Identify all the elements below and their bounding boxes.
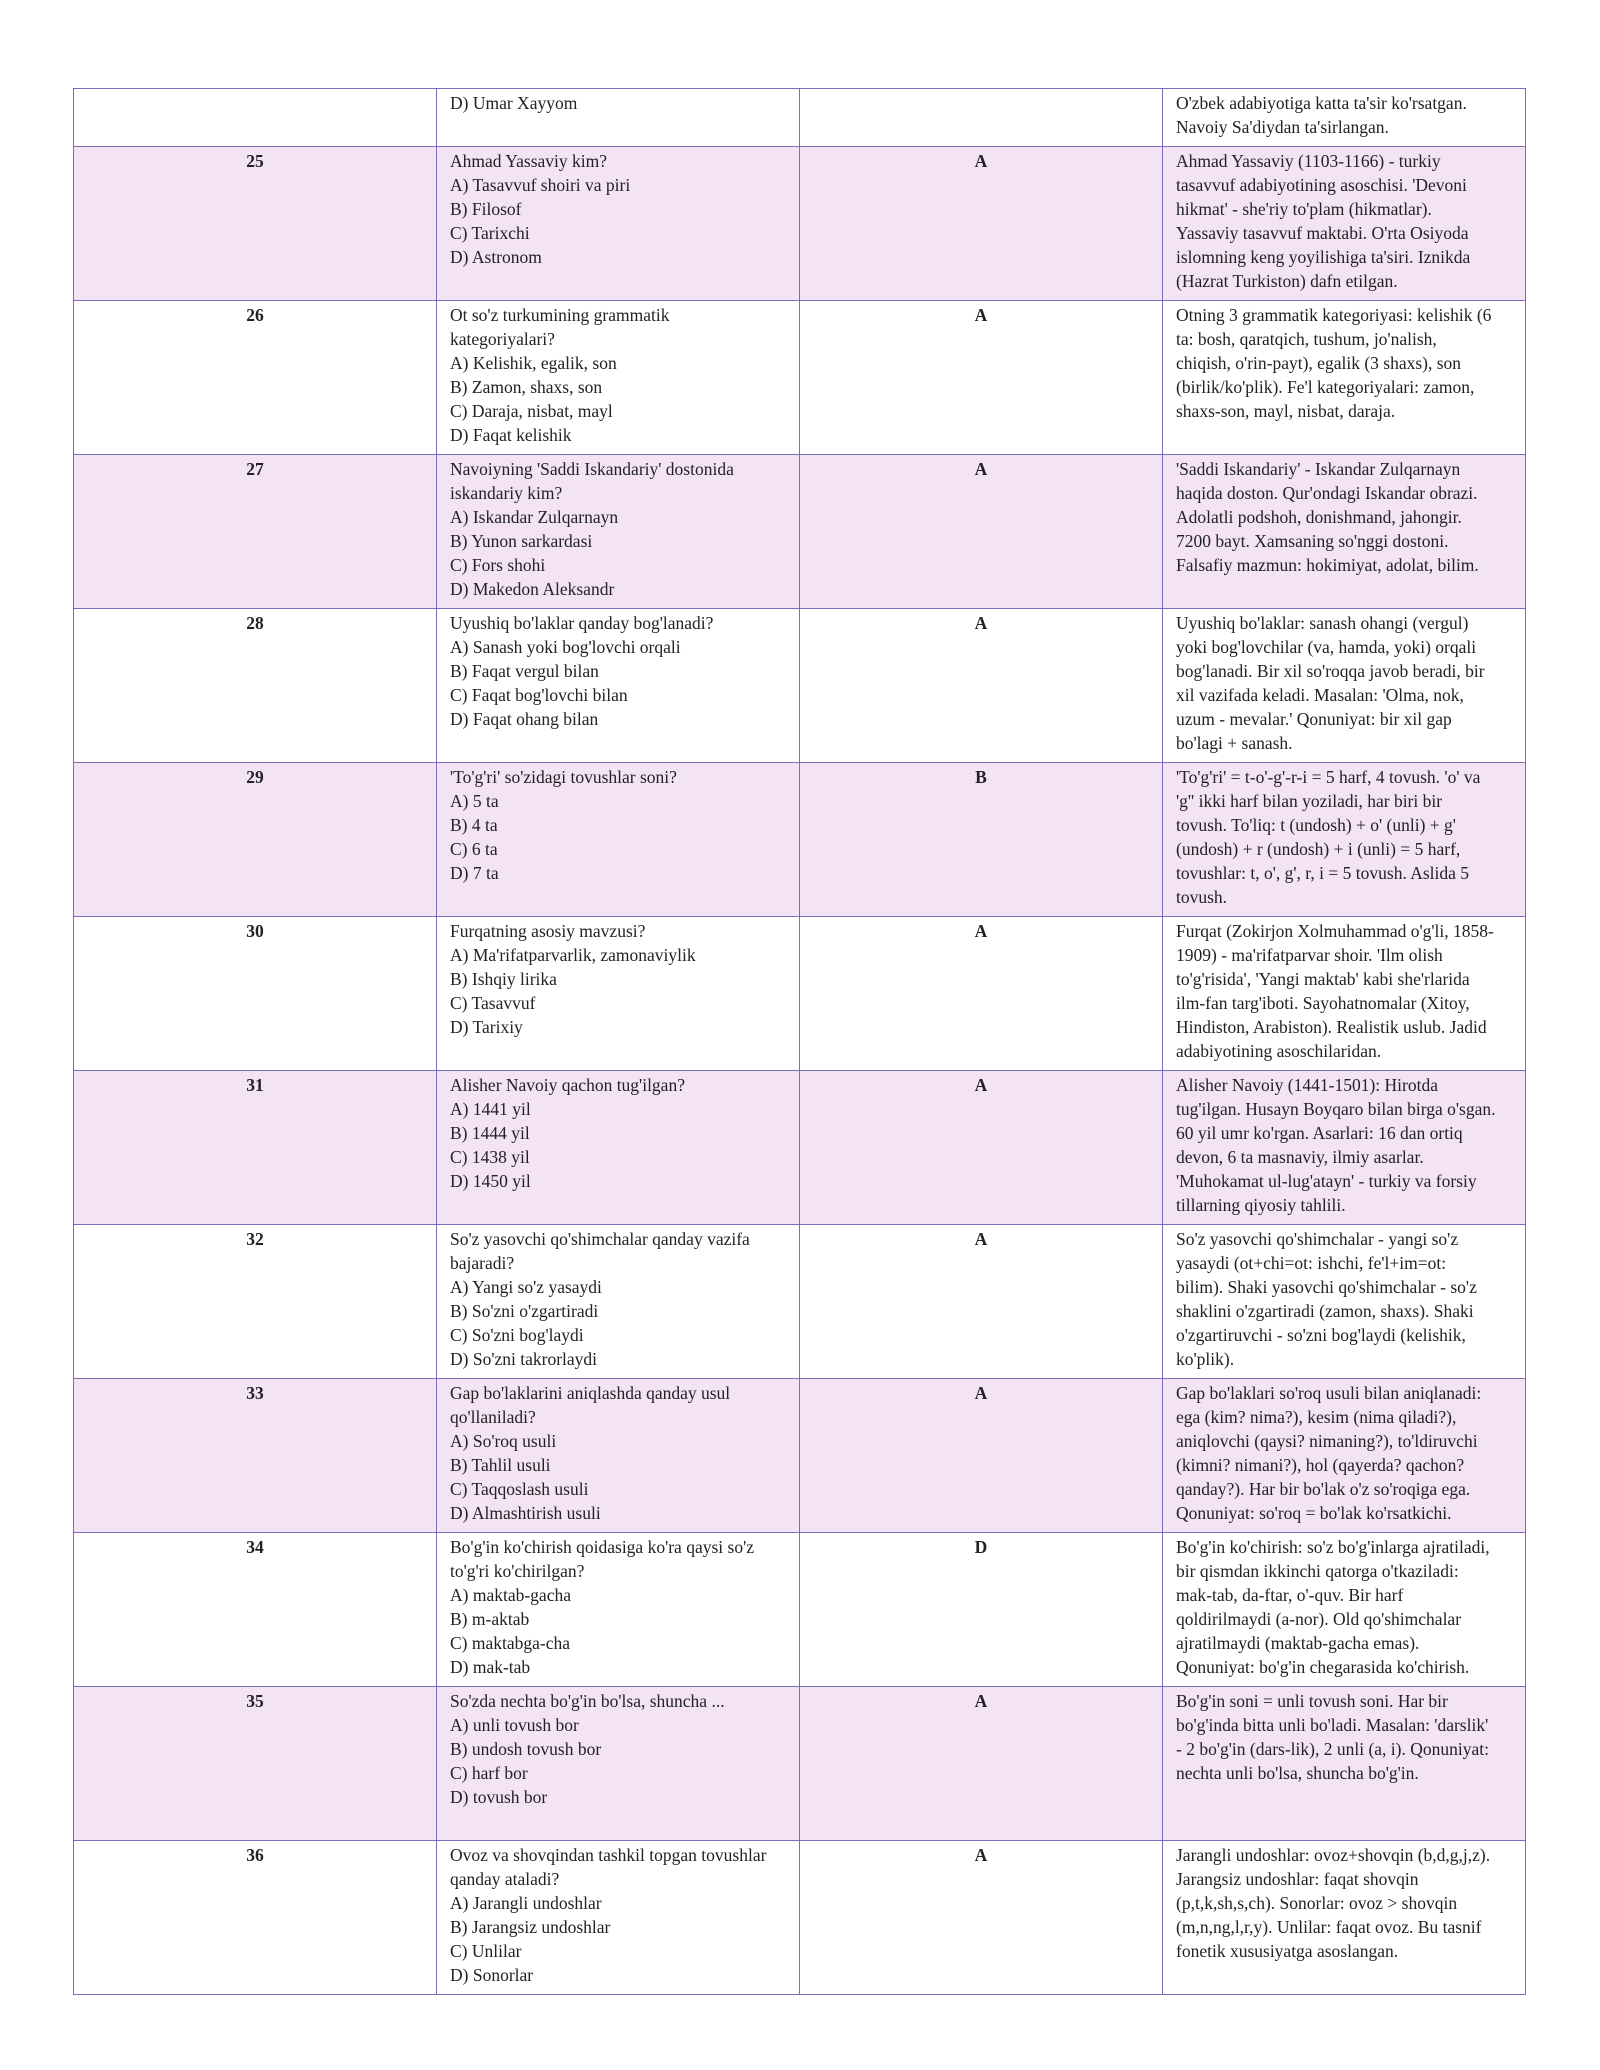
explanation-line: bir qismdan ikkinchi qatorga o'tkaziladi: [1176, 1561, 1459, 1581]
option-line: B) 4 ta [450, 815, 498, 835]
explanation-line: tillarning qiyosiy tahlili. [1176, 1195, 1346, 1215]
option-line: C) Taqqoslash usuli [450, 1479, 589, 1499]
answer-cell: A [800, 301, 1163, 455]
option-line: C) maktabga-cha [450, 1633, 571, 1653]
question-text-line: Furqatning asosiy mavzusi? [450, 921, 646, 941]
question-text-line: Gap bo'laklarini aniqlashda qanday usul [450, 1383, 731, 1403]
explanation-line: bilim). Shaki yasovchi qo'shimchalar - so'z [1176, 1277, 1477, 1297]
option-line: C) Tarixchi [450, 223, 530, 243]
explanation-line: (undosh) + r (undosh) + i (unli) = 5 harf, [1176, 839, 1461, 859]
explanation-line: Uyushiq bo'laklar: sanash ohangi (vergul) [1176, 613, 1469, 633]
option-line: D) 7 ta [450, 863, 499, 883]
option-line: B) So'zni o'zgartiradi [450, 1301, 599, 1321]
option-line: A) So'roq usuli [450, 1431, 557, 1451]
explanation-line: ilm-fan targ'iboti. Sayohatnomalar (Xitoy, [1176, 993, 1470, 1013]
explanation-line: bog'lanadi. Bir xil so'roqqa javob beradi, bir [1176, 661, 1485, 681]
answer-cell: A [800, 1687, 1163, 1841]
explanation-line: Jarangsiz undoshlar: faqat shovqin [1176, 1869, 1419, 1889]
question-text-line: Ot so'z turkumining grammatik [450, 305, 670, 325]
explanation-line: uzum - mevalar.' Qonuniyat: bir xil gap [1176, 709, 1452, 729]
option-line: B) Zamon, shaxs, son [450, 377, 603, 397]
explanation-line: Alisher Navoiy (1441-1501): Hirotda [1176, 1075, 1438, 1095]
table-row [74, 1379, 1526, 1533]
question-cell [437, 1841, 800, 1995]
option-line: B) undosh tovush bor [450, 1739, 602, 1759]
explanation-line: aniqlovchi (qaysi? nimaning?), to'ldiruvchi [1176, 1431, 1478, 1451]
explanation-line: bo'g'inda bitta unli bo'ladi. Masalan: 'darslik' [1176, 1715, 1489, 1735]
question-cell [437, 917, 800, 1071]
explanation-line: So'z yasovchi qo'shimchalar - yangi so'z [1176, 1229, 1459, 1249]
option-line: B) Yunon sarkardasi [450, 531, 593, 551]
explanation-line: yoki bog'lovchilar (va, hamda, yoki) orqali [1176, 637, 1477, 657]
answer-cell: A [800, 917, 1163, 1071]
explanation-line: Furqat (Zokirjon Xolmuhammad o'g'li, 1858- [1176, 921, 1494, 941]
explanation-line: bo'lagi + sanash. [1176, 733, 1293, 753]
explanation-line: Hindiston, Arabiston). Realistik uslub. Jadid [1176, 1017, 1487, 1037]
question-number-cell: 29 [74, 763, 437, 917]
explanation-line: ko'plik). [1176, 1349, 1235, 1369]
question-text-line: So'z yasovchi qo'shimchalar qanday vazifa [450, 1229, 750, 1249]
answer-cell: A [800, 1841, 1163, 1995]
explanation-line: - 2 bo'g'in (dars-lik), 2 unli (a, i). Qonuniyat: [1176, 1739, 1489, 1759]
explanation-cell [1163, 763, 1526, 917]
question-cell [437, 147, 800, 301]
explanation-line: hikmat' - she'riy to'plam (hikmatlar). [1176, 199, 1432, 219]
option-line: A) Ma'rifatparvarlik, zamonaviylik [450, 945, 696, 965]
question-number-cell: 28 [74, 609, 437, 763]
option-line: A) Jarangli undoshlar [450, 1893, 602, 1913]
question-number-cell: 36 [74, 1841, 437, 1995]
question-cell [437, 89, 800, 147]
explanation-line: o'zgartiruvchi - so'zni bog'laydi (kelishik, [1176, 1325, 1466, 1345]
explanation-cell [1163, 301, 1526, 455]
explanation-line: O'zbek adabiyotiga katta ta'sir ko'rsatgan. [1176, 93, 1467, 113]
explanation-line: 'To'g'ri' = t-o'-g'-r-i = 5 harf, 4 tovush. 'o' va [1176, 767, 1481, 787]
explanation-line: haqida doston. Qur'ondagi Iskandar obrazi. [1176, 483, 1478, 503]
explanation-line: Ahmad Yassaviy (1103-1166) - turkiy [1176, 151, 1441, 171]
explanation-line: ajratilmaydi (maktab-gacha emas). [1176, 1633, 1420, 1653]
explanation-line: Bo'g'in soni = unli tovush soni. Har bir [1176, 1691, 1448, 1711]
explanation-line: 60 yil umr ko'rgan. Asarlari: 16 dan ortiq [1176, 1123, 1463, 1143]
question-cell [437, 763, 800, 917]
answer-cell: A [800, 609, 1163, 763]
explanation-line: tovushlar: t, o', g', r, i = 5 tovush. Aslida 5 [1176, 863, 1470, 883]
explanation-line: Qonuniyat: bo'g'in chegarasida ko'chirish. [1176, 1657, 1470, 1677]
option-line: kategoriyalari? [450, 329, 555, 349]
option-line: D) Almashtirish usuli [450, 1503, 601, 1523]
question-number-cell: 27 [74, 455, 437, 609]
option-line: C) Tasavvuf [450, 993, 536, 1013]
explanation-line: Falsafiy mazmun: hokimiyat, adolat, bilim. [1176, 555, 1479, 575]
option-line: A) Sanash yoki bog'lovchi orqali [450, 637, 681, 657]
option-line: D) Umar Xayyom [450, 93, 578, 113]
question-number-cell: 32 [74, 1225, 437, 1379]
question-number-cell: 30 [74, 917, 437, 1071]
option-line: B) Tahlil usuli [450, 1455, 551, 1475]
explanation-line: Bo'g'in ko'chirish: so'z bo'g'inlarga ajratiladi, [1176, 1537, 1490, 1557]
question-number-cell: 35 [74, 1687, 437, 1841]
option-line: B) m-aktab [450, 1609, 530, 1629]
question-number-cell [74, 89, 437, 147]
option-line: C) harf bor [450, 1763, 528, 1783]
table-row-continued [74, 89, 1526, 147]
question-text-line: Bo'g'in ko'chirish qoidasiga ko'ra qaysi so'z [450, 1537, 754, 1557]
explanation-line: to'g'risida', 'Yangi maktab' kabi she'rlarida [1176, 969, 1470, 989]
explanation-line: adabiyotining asoschilaridan. [1176, 1041, 1382, 1061]
option-line: A) maktab-gacha [450, 1585, 571, 1605]
explanation-line: Qonuniyat: so'roq = bo'lak ko'rsatkichi. [1176, 1503, 1452, 1523]
question-number-cell: 31 [74, 1071, 437, 1225]
explanation-line: devon, 6 ta masnaviy, ilmiy asarlar. [1176, 1147, 1424, 1167]
option-line: D) mak-tab [450, 1657, 531, 1677]
option-line: B) Ishqiy lirika [450, 969, 557, 989]
table-row [74, 1071, 1526, 1225]
explanation-line: (m,n,ng,l,r,y). Unlilar: faqat ovoz. Bu tasnif [1176, 1917, 1482, 1937]
explanation-line: xil vazifada keladi. Masalan: 'Olma, nok, [1176, 685, 1464, 705]
option-line: D) Sonorlar [450, 1965, 534, 1985]
question-cell [437, 609, 800, 763]
explanation-cell [1163, 1071, 1526, 1225]
question-text-line: Uyushiq bo'laklar qanday bog'lanadi? [450, 613, 714, 633]
option-line: D) Astronom [450, 247, 542, 267]
explanation-cell [1163, 609, 1526, 763]
option-line: qo'llaniladi? [450, 1407, 536, 1427]
answer-cell: A [800, 1225, 1163, 1379]
option-line: A) Tasavvuf shoiri va piri [450, 175, 631, 195]
question-text-line: Alisher Navoiy qachon tug'ilgan? [450, 1075, 685, 1095]
option-line: A) Yangi so'z yasaydi [450, 1277, 602, 1297]
option-line: B) Filosof [450, 199, 522, 219]
explanation-cell [1163, 917, 1526, 1071]
question-cell [437, 301, 800, 455]
option-line: A) 5 ta [450, 791, 499, 811]
explanation-cell [1163, 1687, 1526, 1841]
questions-table [73, 88, 1526, 1995]
question-text-line: Ahmad Yassaviy kim? [450, 151, 608, 171]
answer-cell: B [800, 763, 1163, 917]
table-row [74, 301, 1526, 455]
option-line: qanday ataladi? [450, 1869, 560, 1889]
explanation-line: (p,t,k,sh,s,ch). Sonorlar: ovoz > shovqin [1176, 1893, 1458, 1913]
explanation-line: chiqish, o'rin-payt), egalik (3 shaxs), son [1176, 353, 1462, 373]
explanation-line: (Hazrat Turkiston) dafn etilgan. [1176, 271, 1398, 291]
explanation-line: Otning 3 grammatik kategoriyasi: kelishik (6 [1176, 305, 1492, 325]
explanation-cell [1163, 147, 1526, 301]
table-row [74, 1225, 1526, 1379]
answer-cell: A [800, 1379, 1163, 1533]
question-text-line: So'zda nechta bo'g'in bo'lsa, shuncha ... [450, 1691, 725, 1711]
table-row [74, 455, 1526, 609]
explanation-line: ega (kim? nima?), kesim (nima qiladi?), [1176, 1407, 1457, 1427]
option-line: B) 1444 yil [450, 1123, 530, 1143]
explanation-line: 7200 bayt. Xamsaning so'nggi dostoni. [1176, 531, 1449, 551]
explanation-line: fonetik xususiyatga asoslangan. [1176, 1941, 1399, 1961]
table-row [74, 917, 1526, 1071]
option-line: C) So'zni bog'laydi [450, 1325, 584, 1345]
option-line: B) Faqat vergul bilan [450, 661, 599, 681]
option-line: D) So'zni takrorlaydi [450, 1349, 598, 1369]
option-line: C) 1438 yil [450, 1147, 530, 1167]
question-number-cell: 33 [74, 1379, 437, 1533]
explanation-line: tug'ilgan. Husayn Boyqaro bilan birga o'sgan. [1176, 1099, 1496, 1119]
option-line: C) Faqat bog'lovchi bilan [450, 685, 628, 705]
option-line: D) 1450 yil [450, 1171, 531, 1191]
option-line: A) Kelishik, egalik, son [450, 353, 617, 373]
explanation-line: Adolatli podshoh, donishmand, jahongir. [1176, 507, 1462, 527]
explanation-cell [1163, 1225, 1526, 1379]
question-cell [437, 1071, 800, 1225]
question-cell [437, 1687, 800, 1841]
table-row [74, 1533, 1526, 1687]
option-line: A) Iskandar Zulqarnayn [450, 507, 619, 527]
option-line: D) tovush bor [450, 1787, 548, 1807]
explanation-line: Jarangli undoshlar: ovoz+shovqin (b,d,g,j,z). [1176, 1845, 1491, 1865]
question-cell [437, 1225, 800, 1379]
explanation-cell [1163, 455, 1526, 609]
explanation-line: ta: bosh, qaratqich, tushum, jo'nalish, [1176, 329, 1437, 349]
explanation-line: 1909) - ma'rifatparvar shoir. 'Ilm olish [1176, 945, 1443, 965]
explanation-line: mak-tab, da-ftar, o'-quv. Bir harf [1176, 1585, 1404, 1605]
option-line: D) Faqat kelishik [450, 425, 572, 445]
option-line: C) Fors shohi [450, 555, 546, 575]
explanation-cell [1163, 1379, 1526, 1533]
explanation-line: (birlik/ko'plik). Fe'l kategoriyalari: zamon, [1176, 377, 1475, 397]
explanation-line: (kimni? nimani?), hol (qayerda? qachon? [1176, 1455, 1465, 1475]
answer-cell: A [800, 455, 1163, 609]
answer-cell [800, 89, 1163, 147]
question-cell [437, 455, 800, 609]
explanation-line: tasavvuf adabiyotining asoschisi. 'Devoni [1176, 175, 1467, 195]
explanation-line: shaklini o'zgartiradi (zamon, shaxs). Shaki [1176, 1301, 1474, 1321]
option-line: iskandariy kim? [450, 483, 563, 503]
option-line: D) Makedon Aleksandr [450, 579, 615, 599]
question-number-cell: 34 [74, 1533, 437, 1687]
option-line: A) unli tovush bor [450, 1715, 579, 1735]
explanation-line: 'g'' ikki harf bilan yoziladi, har biri bir [1176, 791, 1443, 811]
explanation-line: Gap bo'laklari so'roq usuli bilan aniqlanadi: [1176, 1383, 1482, 1403]
explanation-line: islomning keng yoyilishiga ta'siri. Iznikda [1176, 247, 1471, 267]
option-line: C) Unlilar [450, 1941, 522, 1961]
option-line: D) Tarixiy [450, 1017, 523, 1037]
table-row [74, 1687, 1526, 1841]
answer-cell: A [800, 147, 1163, 301]
option-line: D) Faqat ohang bilan [450, 709, 599, 729]
explanation-line: 'Muhokamat ul-lug'atayn' - turkiy va forsiy [1176, 1171, 1477, 1191]
explanation-cell [1163, 1533, 1526, 1687]
question-number-cell: 25 [74, 147, 437, 301]
question-cell [437, 1533, 800, 1687]
option-line: to'g'ri ko'chirilgan? [450, 1561, 585, 1581]
option-line: B) Jarangsiz undoshlar [450, 1917, 611, 1937]
question-text-line: 'To'g'ri' so'zidagi tovushlar soni? [450, 767, 677, 787]
option-line: C) Daraja, nisbat, mayl [450, 401, 613, 421]
question-text-line: Navoiyning 'Saddi Iskandariy' dostonida [450, 459, 734, 479]
answer-cell: A [800, 1071, 1163, 1225]
explanation-line: qanday?). Har bir bo'lak o'z so'roqiga ega. [1176, 1479, 1471, 1499]
explanation-line: Yassaviy tasavvuf maktabi. O'rta Osiyoda [1176, 223, 1469, 243]
explanation-cell [1163, 89, 1526, 147]
explanation-line: tovush. To'liq: t (undosh) + o' (unli) + g' [1176, 815, 1456, 835]
option-line: C) 6 ta [450, 839, 498, 859]
option-line: A) 1441 yil [450, 1099, 531, 1119]
answer-cell: D [800, 1533, 1163, 1687]
explanation-line: tovush. [1176, 887, 1228, 907]
table-row [74, 763, 1526, 917]
explanation-cell [1163, 1841, 1526, 1995]
table-row [74, 609, 1526, 763]
explanation-line: qoldirilmaydi (a-nor). Old qo'shimchalar [1176, 1609, 1462, 1629]
question-cell [437, 1379, 800, 1533]
questions-table-body [74, 89, 1526, 1995]
explanation-line: yasaydi (ot+chi=ot: ishchi, fe'l+im=ot: [1176, 1253, 1447, 1273]
question-text-line: Ovoz va shovqindan tashkil topgan tovushlar [450, 1845, 767, 1865]
explanation-line: nechta unli bo'lsa, shuncha bo'g'in. [1176, 1763, 1419, 1783]
question-number-cell: 26 [74, 301, 437, 455]
option-line: bajaradi? [450, 1253, 515, 1273]
table-row [74, 1841, 1526, 1995]
explanation-line: Navoiy Sa'diydan ta'sirlangan. [1176, 117, 1389, 137]
explanation-line: 'Saddi Iskandariy' - Iskandar Zulqarnayn [1176, 459, 1461, 479]
table-row [74, 147, 1526, 301]
explanation-line: shaxs-son, mayl, nisbat, daraja. [1176, 401, 1396, 421]
